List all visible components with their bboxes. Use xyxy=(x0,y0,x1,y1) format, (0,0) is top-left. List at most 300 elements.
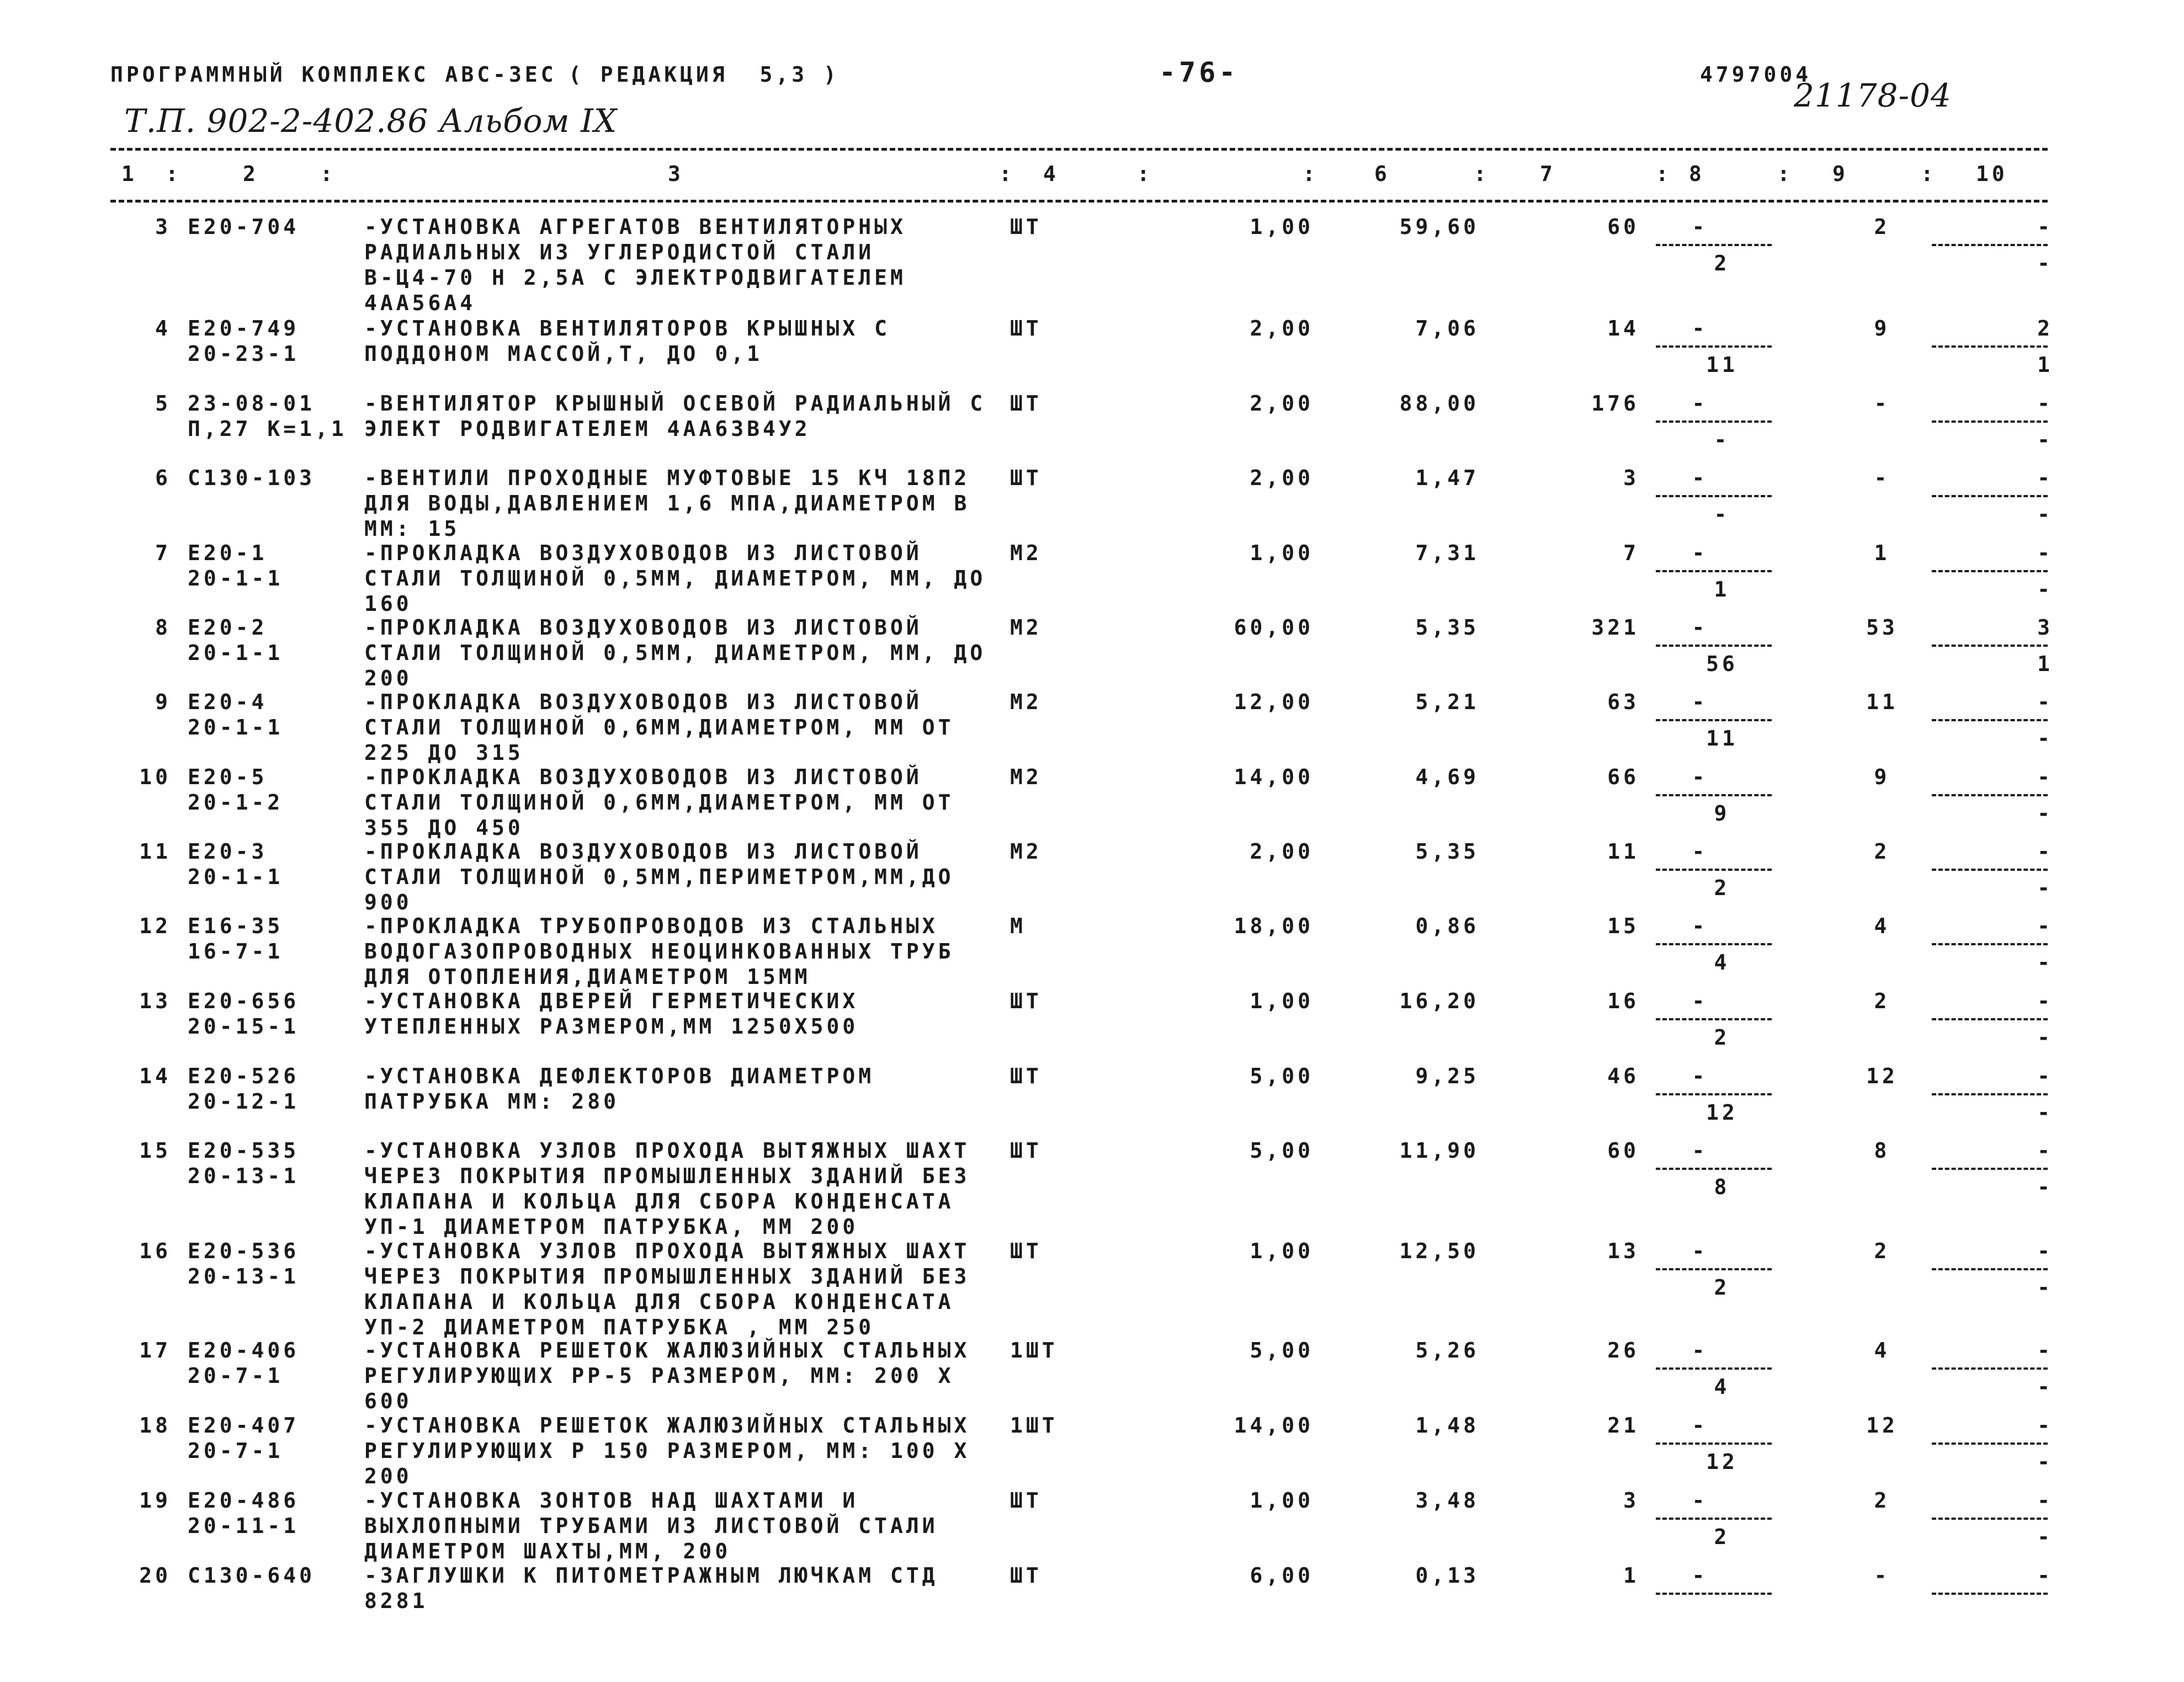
total-cost: 63 xyxy=(1607,690,1639,714)
rate-code-ref: 20-11-1 xyxy=(188,1514,300,1538)
subtotal-rule xyxy=(1932,570,2048,572)
quantity: 2,00 xyxy=(1250,839,1314,864)
col10-value: - xyxy=(2037,914,2053,938)
rate-code-ref: 20-23-1 xyxy=(188,342,300,366)
row-number: 13 xyxy=(139,989,171,1013)
column-header: 3 xyxy=(668,162,684,186)
work-description: -УСТАНОВКА ЗОНТОВ НАД ШАХТАМИ И xyxy=(364,1488,859,1513)
quantity: 1,00 xyxy=(1250,989,1314,1013)
col9-value: 12 xyxy=(1866,1413,1898,1438)
work-description: -УСТАНОВКА УЗЛОВ ПРОХОДА ВЫТЯЖНЫХ ШАХТ xyxy=(364,1239,970,1263)
rate-code: Е20-535 xyxy=(188,1138,300,1163)
work-description: 225 ДО 315 xyxy=(364,741,524,765)
col8-subvalue: 56 xyxy=(1706,652,1738,676)
subtotal-rule xyxy=(1656,244,1772,246)
column-separator: : xyxy=(166,162,182,186)
work-description: -УСТАНОВКА РЕШЕТОК ЖАЛЮЗИЙНЫХ СТАЛЬНЫХ xyxy=(364,1338,970,1362)
work-description: ПАТРУБКА ММ: 280 xyxy=(364,1089,620,1114)
col10-value: - xyxy=(2037,541,2053,565)
quantity: 1,00 xyxy=(1250,541,1314,565)
col8-value: - xyxy=(1692,1413,1708,1438)
unit: ШТ xyxy=(1010,1239,1042,1263)
work-description: УП-2 ДИАМЕТРОМ ПАТРУБКА , ММ 250 xyxy=(364,1315,875,1339)
col9-value: 4 xyxy=(1874,914,1890,938)
column-separator: : xyxy=(1137,162,1153,186)
unit: ШТ xyxy=(1010,989,1042,1013)
col8-value: - xyxy=(1692,1488,1708,1513)
row-number: 10 xyxy=(139,765,171,789)
total-cost: 21 xyxy=(1607,1413,1639,1438)
row-number: 12 xyxy=(139,914,171,938)
subtotal-rule xyxy=(1656,943,1772,945)
subtotal-rule xyxy=(1932,345,2048,348)
col8-subvalue: 11 xyxy=(1706,726,1738,750)
col8-subvalue: 1 xyxy=(1714,577,1730,602)
col8-subvalue: 2 xyxy=(1714,1025,1730,1050)
col9-value: 2 xyxy=(1874,1239,1890,1263)
unit-price: 16,20 xyxy=(1399,989,1479,1013)
rate-code-ref: 20-1-2 xyxy=(188,790,284,815)
col8-subvalue: 12 xyxy=(1706,1100,1738,1125)
rate-code-ref: 20-12-1 xyxy=(188,1089,300,1114)
quantity: 6,00 xyxy=(1250,1563,1314,1588)
row-number: 19 xyxy=(139,1488,171,1513)
subtotal-rule xyxy=(1932,719,2048,721)
col8-subvalue: 4 xyxy=(1714,1375,1730,1399)
col10-subvalue: - xyxy=(2037,577,2053,602)
column-header: 10 xyxy=(1976,162,2008,186)
work-description: СТАЛИ ТОЛЩИНОЙ 0,5ММ, ДИАМЕТРОМ, ММ, ДО xyxy=(364,566,986,590)
work-description: РЕГУЛИРУЮЩИХ РР-5 РАЗМЕРОМ, ММ: 200 Х xyxy=(364,1364,954,1388)
total-cost: 14 xyxy=(1607,316,1639,340)
unit-price: 11,90 xyxy=(1399,1138,1479,1163)
col8-value: - xyxy=(1692,1239,1708,1263)
work-description: РЕГУЛИРУЮЩИХ Р 150 РАЗМЕРОМ, ММ: 100 Х xyxy=(364,1439,970,1463)
col10-value: - xyxy=(2037,466,2053,490)
quantity: 1,00 xyxy=(1250,1488,1314,1513)
rate-code-ref: П,27 К=1,1 xyxy=(188,417,347,441)
subtotal-rule xyxy=(1932,1367,2048,1370)
column-separator: : xyxy=(1303,162,1319,186)
subtotal-rule xyxy=(1932,645,2048,647)
column-header: 4 xyxy=(1043,162,1059,186)
unit-price: 5,35 xyxy=(1415,615,1479,640)
col8-subvalue: 2 xyxy=(1714,1275,1730,1300)
row-number: 7 xyxy=(155,541,171,565)
rate-code: Е16-35 xyxy=(188,914,284,938)
work-description: -УСТАНОВКА АГРЕГАТОВ ВЕНТИЛЯТОРНЫХ xyxy=(364,215,906,239)
work-description: СТАЛИ ТОЛЩИНОЙ 0,5ММ,ПЕРИМЕТРОМ,ММ,ДО xyxy=(364,865,954,889)
column-header: 6 xyxy=(1374,162,1390,186)
rate-code: Е20-526 xyxy=(188,1064,300,1088)
col10-value: - xyxy=(2037,690,2053,714)
total-cost: 176 xyxy=(1591,391,1639,416)
col9-value: 9 xyxy=(1874,765,1890,789)
col10-value: 3 xyxy=(2037,615,2053,640)
handwritten-number: 21178-04 xyxy=(1794,77,1952,114)
subtotal-rule xyxy=(1932,1443,2048,1445)
unit-price: 7,31 xyxy=(1415,541,1479,565)
program-title: ПРОГРАММНЫЙ КОМПЛЕКС АВС-3ЕС xyxy=(110,62,557,87)
subtotal-rule xyxy=(1656,1367,1772,1370)
total-cost: 16 xyxy=(1607,989,1639,1013)
subtotal-rule xyxy=(1932,943,2048,945)
col8-value: - xyxy=(1692,765,1708,789)
work-description: -ВЕНТИЛИ ПРОХОДНЫЕ МУФТОВЫЕ 15 КЧ 18П2 xyxy=(364,466,970,490)
quantity: 60,00 xyxy=(1234,615,1314,640)
col8-value: - xyxy=(1692,1338,1708,1362)
subtotal-rule xyxy=(1656,420,1772,423)
work-description: 200 xyxy=(364,1464,412,1488)
work-description: УП-1 ДИАМЕТРОМ ПАТРУБКА, ММ 200 xyxy=(364,1215,859,1239)
col10-subvalue: - xyxy=(2037,726,2053,750)
row-number: 18 xyxy=(139,1413,171,1438)
unit: ШТ xyxy=(1010,1488,1042,1513)
row-number: 20 xyxy=(139,1563,171,1588)
work-description: -ПРОКЛАДКА ТРУБОПРОВОДОВ ИЗ СТАЛЬНЫХ xyxy=(364,914,938,938)
work-description: -УСТАНОВКА УЗЛОВ ПРОХОДА ВЫТЯЖНЫХ ШАХТ xyxy=(364,1138,970,1163)
work-description: 355 ДО 450 xyxy=(364,816,524,840)
work-description: ВЫХЛОПНЫМИ ТРУБАМИ ИЗ ЛИСТОВОЙ СТАЛИ xyxy=(364,1514,938,1538)
work-description: ДЛЯ ОТОПЛЕНИЯ,ДИАМЕТРОМ 15ММ xyxy=(364,965,811,989)
quantity: 14,00 xyxy=(1234,1413,1314,1438)
subtotal-rule xyxy=(1656,570,1772,572)
row-number: 4 xyxy=(155,316,171,340)
col10-subvalue: - xyxy=(2037,950,2053,975)
col8-value: - xyxy=(1692,541,1708,565)
col9-value: 12 xyxy=(1866,1064,1898,1088)
unit: 1ШТ xyxy=(1010,1338,1058,1362)
edition-label: ( РЕДАКЦИЯ 5,3 ) xyxy=(568,62,839,87)
quantity: 12,00 xyxy=(1234,690,1314,714)
row-number: 16 xyxy=(139,1239,171,1263)
total-cost: 66 xyxy=(1607,765,1639,789)
work-description: КЛАПАНА И КОЛЬЦА ДЛЯ СБОРА КОНДЕНСАТА xyxy=(364,1290,954,1314)
col8-value: - xyxy=(1692,316,1708,340)
total-cost: 15 xyxy=(1607,914,1639,938)
subtotal-rule xyxy=(1932,794,2048,796)
rate-code: С130-640 xyxy=(188,1563,316,1588)
quantity: 5,00 xyxy=(1250,1138,1314,1163)
unit: М2 xyxy=(1010,839,1042,864)
work-description: -УСТАНОВКА ДВЕРЕЙ ГЕРМЕТИЧЕСКИХ xyxy=(364,989,859,1013)
col10-value: - xyxy=(2037,215,2053,239)
rate-code: 23-08-01 xyxy=(188,391,316,416)
unit-price: 12,50 xyxy=(1399,1239,1479,1263)
col10-subvalue: - xyxy=(2037,1525,2053,1549)
unit-price: 5,26 xyxy=(1415,1338,1479,1362)
column-separator: : xyxy=(320,162,336,186)
col9-value: 2 xyxy=(1874,215,1890,239)
page-number: -76- xyxy=(1159,56,1239,88)
unit: 1ШТ xyxy=(1010,1413,1058,1438)
col9-value: 53 xyxy=(1866,615,1898,640)
subtotal-rule xyxy=(1656,1093,1772,1095)
row-number: 9 xyxy=(155,690,171,714)
unit: М2 xyxy=(1010,765,1042,789)
total-cost: 46 xyxy=(1607,1064,1639,1088)
rate-code-ref: 20-13-1 xyxy=(188,1264,300,1289)
unit: ШТ xyxy=(1010,215,1042,239)
work-description: В-Ц4-70 Н 2,5А С ЭЛЕКТРОДВИГАТЕЛЕМ xyxy=(364,265,906,290)
col8-subvalue: - xyxy=(1714,428,1730,452)
rate-code-ref: 20-1-1 xyxy=(188,641,284,665)
subtotal-rule xyxy=(1932,1093,2048,1095)
work-description: СТАЛИ ТОЛЩИНОЙ 0,6ММ,ДИАМЕТРОМ, ММ ОТ xyxy=(364,790,954,815)
col10-subvalue: - xyxy=(2037,801,2053,826)
col10-subvalue: - xyxy=(2037,251,2053,275)
unit-price: 1,48 xyxy=(1415,1413,1479,1438)
rate-code: Е20-486 xyxy=(188,1488,300,1513)
quantity: 2,00 xyxy=(1250,316,1314,340)
work-description: РАДИАЛЬНЫХ ИЗ УГЛЕРОДИСТОЙ СТАЛИ xyxy=(364,240,875,264)
unit: ШТ xyxy=(1010,466,1042,490)
total-cost: 60 xyxy=(1607,1138,1639,1163)
rate-code: Е20-407 xyxy=(188,1413,300,1438)
col9-value: 2 xyxy=(1874,1488,1890,1513)
subtotal-rule xyxy=(1656,1018,1772,1020)
subtotal-rule xyxy=(1656,345,1772,348)
subtotal-rule xyxy=(1932,1593,2048,1595)
col8-value: - xyxy=(1692,1064,1708,1088)
col8-value: - xyxy=(1692,1138,1708,1163)
rate-code: Е20-704 xyxy=(188,215,300,239)
col8-subvalue: 12 xyxy=(1706,1450,1738,1474)
row-number: 5 xyxy=(155,391,171,416)
total-cost: 3 xyxy=(1623,466,1639,490)
handwritten-album: Т.П. 902-2-402.86 Альбом IX xyxy=(124,102,618,140)
quantity: 2,00 xyxy=(1250,466,1314,490)
col10-value: 2 xyxy=(2037,316,2053,340)
rate-code: Е20-536 xyxy=(188,1239,300,1263)
col10-value: - xyxy=(2037,989,2053,1013)
document-code: 4797004 xyxy=(1700,62,1812,87)
row-number: 17 xyxy=(139,1338,171,1362)
work-description: 900 xyxy=(364,890,412,914)
row-number: 6 xyxy=(155,466,171,490)
row-number: 3 xyxy=(155,215,171,239)
column-header: 2 xyxy=(243,162,259,186)
rate-code: Е20-3 xyxy=(188,839,268,864)
col10-subvalue: - xyxy=(2037,1100,2053,1125)
col10-value: - xyxy=(2037,391,2053,416)
work-description: -УСТАНОВКА РЕШЕТОК ЖАЛЮЗИЙНЫХ СТАЛЬНЫХ xyxy=(364,1413,970,1438)
total-cost: 3 xyxy=(1623,1488,1639,1513)
col9-value: 2 xyxy=(1874,989,1890,1013)
column-header: 9 xyxy=(1832,162,1848,186)
column-separator: : xyxy=(1921,162,1937,186)
quantity: 2,00 xyxy=(1250,391,1314,416)
total-cost: 1 xyxy=(1623,1563,1639,1588)
col10-subvalue: - xyxy=(2037,1375,2053,1399)
total-cost: 26 xyxy=(1607,1338,1639,1362)
col10-value: - xyxy=(2037,765,2053,789)
rate-code-ref: 16-7-1 xyxy=(188,939,284,964)
quantity: 5,00 xyxy=(1250,1338,1314,1362)
work-description: КЛАПАНА И КОЛЬЦА ДЛЯ СБОРА КОНДЕНСАТА xyxy=(364,1189,954,1213)
column-header: 1 xyxy=(121,162,137,186)
unit: ШТ xyxy=(1010,1064,1042,1088)
work-description: 600 xyxy=(364,1389,412,1413)
col10-subvalue: - xyxy=(2037,1175,2053,1199)
total-cost: 60 xyxy=(1607,215,1639,239)
unit-price: 3,48 xyxy=(1415,1488,1479,1513)
total-cost: 7 xyxy=(1623,541,1639,565)
unit-price: 0,13 xyxy=(1415,1563,1479,1588)
col10-subvalue: - xyxy=(2037,428,2053,452)
col8-subvalue: - xyxy=(1714,502,1730,526)
unit: ШТ xyxy=(1010,391,1042,416)
col9-value: 2 xyxy=(1874,839,1890,864)
subtotal-rule xyxy=(1656,495,1772,497)
work-description: 160 xyxy=(364,592,412,616)
total-cost: 321 xyxy=(1591,615,1639,640)
work-description: ЭЛЕКТ РОДВИГАТЕЛЕМ 4АА63В4У2 xyxy=(364,417,811,441)
col8-subvalue: 11 xyxy=(1706,353,1738,377)
unit-price: 59,60 xyxy=(1399,215,1479,239)
col10-value: - xyxy=(2037,1338,2053,1362)
col10-value: - xyxy=(2037,1138,2053,1163)
col8-value: - xyxy=(1692,839,1708,864)
rate-code: Е20-1 xyxy=(188,541,268,565)
rate-code: Е20-5 xyxy=(188,765,268,789)
unit-price: 0,86 xyxy=(1415,914,1479,938)
col8-value: - xyxy=(1692,215,1708,239)
column-header: 7 xyxy=(1540,162,1556,186)
work-description: -ЗАГЛУШКИ К ПИТОМЕТРАЖНЫМ ЛЮЧКАМ СТД xyxy=(364,1563,938,1588)
column-separator: : xyxy=(1474,162,1490,186)
work-description: 200 xyxy=(364,666,412,690)
column-separator: : xyxy=(999,162,1015,186)
unit: ШТ xyxy=(1010,1563,1042,1588)
work-description: -УСТАНОВКА ДЕФЛЕКТОРОВ ДИАМЕТРОМ xyxy=(364,1064,875,1088)
rate-code-ref: 20-7-1 xyxy=(188,1364,284,1388)
rate-code-ref: 20-1-1 xyxy=(188,566,284,590)
subtotal-rule xyxy=(1656,1443,1772,1445)
col10-value: - xyxy=(2037,1239,2053,1263)
col8-value: - xyxy=(1692,391,1708,416)
col9-value: 8 xyxy=(1874,1138,1890,1163)
col10-value: - xyxy=(2037,1563,2053,1588)
row-number: 14 xyxy=(139,1064,171,1088)
rate-code: Е20-406 xyxy=(188,1338,300,1362)
subtotal-rule xyxy=(1932,244,2048,246)
col8-subvalue: 2 xyxy=(1714,1525,1730,1549)
work-description: 8281 xyxy=(364,1589,428,1613)
col10-value: - xyxy=(2037,1064,2053,1088)
work-description: ДЛЯ ВОДЫ,ДАВЛЕНИЕМ 1,6 МПА,ДИАМЕТРОМ В xyxy=(364,491,970,515)
col9-value: - xyxy=(1874,1563,1890,1588)
col8-value: - xyxy=(1692,914,1708,938)
quantity: 14,00 xyxy=(1234,765,1314,789)
unit-price: 5,21 xyxy=(1415,690,1479,714)
work-description: -ПРОКЛАДКА ВОЗДУХОВОДОВ ИЗ ЛИСТОВОЙ xyxy=(364,541,922,565)
col10-subvalue: 1 xyxy=(2037,652,2053,676)
col8-subvalue: 9 xyxy=(1714,801,1730,826)
work-description: -ПРОКЛАДКА ВОЗДУХОВОДОВ ИЗ ЛИСТОВОЙ xyxy=(364,615,922,640)
quantity: 18,00 xyxy=(1234,914,1314,938)
unit: ШТ xyxy=(1010,1138,1042,1163)
subtotal-rule xyxy=(1932,1168,2048,1170)
work-description: ВОДОГАЗОПРОВОДНЫХ НЕОЦИНКОВАННЫХ ТРУБ xyxy=(364,939,954,964)
subtotal-rule xyxy=(1932,869,2048,871)
subtotal-rule xyxy=(1656,1168,1772,1170)
unit-price: 1,47 xyxy=(1415,466,1479,490)
col10-value: - xyxy=(2037,1413,2053,1438)
col8-subvalue: 2 xyxy=(1714,251,1730,275)
unit-price: 7,06 xyxy=(1415,316,1479,340)
rate-code: Е20-2 xyxy=(188,615,268,640)
col9-value: 4 xyxy=(1874,1338,1890,1362)
row-number: 8 xyxy=(155,615,171,640)
work-description: ДИАМЕТРОМ ШАХТЫ,ММ, 200 xyxy=(364,1539,731,1563)
col10-value: - xyxy=(2037,1488,2053,1513)
work-description: -ПРОКЛАДКА ВОЗДУХОВОДОВ ИЗ ЛИСТОВОЙ xyxy=(364,690,922,714)
subtotal-rule xyxy=(1656,645,1772,647)
total-cost: 13 xyxy=(1607,1239,1639,1263)
col9-value: 11 xyxy=(1866,690,1898,714)
subtotal-rule xyxy=(1656,1518,1772,1520)
col8-value: - xyxy=(1692,1563,1708,1588)
work-description: -ВЕНТИЛЯТОР КРЫШНЫЙ ОСЕВОЙ РАДИАЛЬНЫЙ С xyxy=(364,391,986,416)
work-description: СТАЛИ ТОЛЩИНОЙ 0,5ММ, ДИАМЕТРОМ, ММ, ДО xyxy=(364,641,986,665)
unit: М2 xyxy=(1010,541,1042,565)
total-cost: 11 xyxy=(1607,839,1639,864)
work-description: -ПРОКЛАДКА ВОЗДУХОВОДОВ ИЗ ЛИСТОВОЙ xyxy=(364,839,922,864)
work-description: СТАЛИ ТОЛЩИНОЙ 0,6ММ,ДИАМЕТРОМ, ММ ОТ xyxy=(364,715,954,739)
quantity: 1,00 xyxy=(1250,1239,1314,1263)
row-number: 11 xyxy=(139,839,171,864)
col8-subvalue: 2 xyxy=(1714,876,1730,900)
subtotal-rule xyxy=(1656,719,1772,721)
subtotal-rule xyxy=(1656,869,1772,871)
unit: М xyxy=(1010,914,1026,938)
col10-value: - xyxy=(2037,839,2053,864)
col10-subvalue: - xyxy=(2037,1025,2053,1050)
row-number: 15 xyxy=(139,1138,171,1163)
subtotal-rule xyxy=(1932,1018,2048,1020)
work-description: ЧЕРЕЗ ПОКРЫТИЯ ПРОМЫШЛЕННЫХ ЗДАНИЙ БЕЗ xyxy=(364,1264,970,1289)
col10-subvalue: - xyxy=(2037,1275,2053,1300)
col8-subvalue: 4 xyxy=(1714,950,1730,975)
work-description: УТЕПЛЕННЫХ РАЗМЕРОМ,ММ 1250Х500 xyxy=(364,1014,859,1039)
work-description: 4АА56А4 xyxy=(364,291,476,315)
column-separator: : xyxy=(1777,162,1793,186)
rate-code: Е20-656 xyxy=(188,989,300,1013)
col8-value: - xyxy=(1692,615,1708,640)
rate-code-ref: 20-13-1 xyxy=(188,1164,300,1188)
work-description: -ПРОКЛАДКА ВОЗДУХОВОДОВ ИЗ ЛИСТОВОЙ xyxy=(364,765,922,789)
unit: М2 xyxy=(1010,690,1042,714)
rate-code-ref: 20-7-1 xyxy=(188,1439,284,1463)
subtotal-rule xyxy=(1656,1593,1772,1595)
rate-code-ref: 20-1-1 xyxy=(188,865,284,889)
unit-price: 5,35 xyxy=(1415,839,1479,864)
col10-subvalue: 1 xyxy=(2037,353,2053,377)
col10-subvalue: - xyxy=(2037,876,2053,900)
col10-subvalue: - xyxy=(2037,502,2053,526)
unit: М2 xyxy=(1010,615,1042,640)
col10-subvalue: - xyxy=(2037,1450,2053,1474)
work-description: ПОДДОНОМ МАССОЙ,Т, ДО 0,1 xyxy=(364,342,763,366)
col8-value: - xyxy=(1692,989,1708,1013)
subtotal-rule xyxy=(1932,1518,2048,1520)
unit: ШТ xyxy=(1010,316,1042,340)
column-separator: : xyxy=(1656,162,1672,186)
column-header: 8 xyxy=(1689,162,1705,186)
work-description: ММ: 15 xyxy=(364,517,460,541)
col8-value: - xyxy=(1692,466,1708,490)
